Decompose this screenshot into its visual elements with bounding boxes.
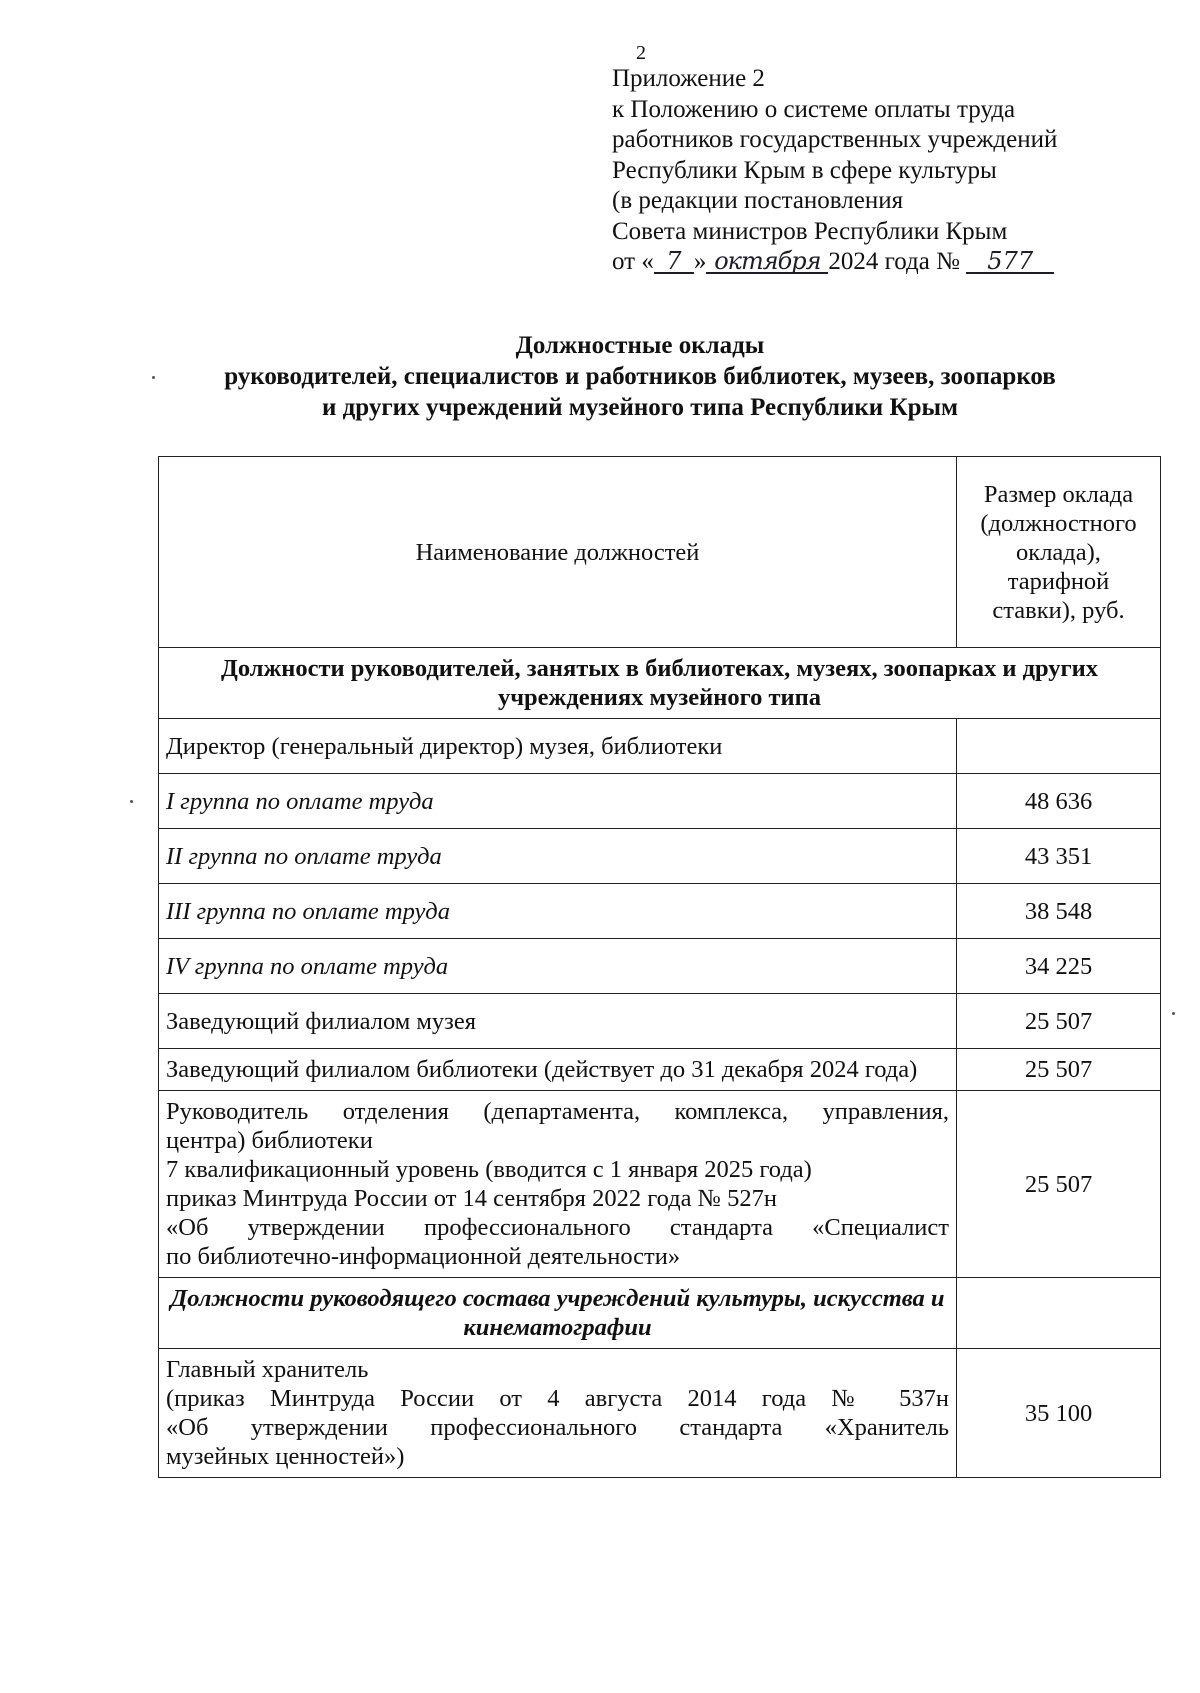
- scan-speck: [1172, 1012, 1175, 1015]
- handwritten-day: 7: [654, 250, 694, 274]
- scan-speck: [130, 800, 133, 803]
- cell-line: по библиотечно-информационной деятельности»: [166, 1243, 681, 1270]
- date-mid: »: [693, 248, 707, 275]
- cell-line: (приказ Минтруда России от 4 августа 2014 года № 537н: [166, 1385, 949, 1412]
- appendix-block: [612, 64, 1057, 278]
- salary-value: [957, 719, 1161, 774]
- appendix-line: Совета министров Республики Крым: [612, 217, 1008, 245]
- position-name: IV группа по оплате труда: [159, 939, 957, 994]
- table-row: [159, 884, 1161, 939]
- table-row: [159, 1049, 1161, 1091]
- title-line: и других учреждений музейного типа Республики Крым: [321, 394, 959, 421]
- cell-line: приказ Минтруда России от 14 сентября 2022 года № 527н: [166, 1185, 778, 1212]
- page-number: 2: [636, 42, 646, 64]
- cell-line: 7 квалификационный уровень (вводится с 1 января 2025 года): [166, 1156, 812, 1183]
- handwritten-month: октября: [706, 250, 828, 274]
- appendix-date-line: [612, 247, 1057, 278]
- scan-speck: [152, 376, 155, 379]
- position-name-multiline: [159, 1349, 957, 1478]
- date-prefix: от «: [612, 248, 654, 275]
- appendix-line: работников государственных учреждений: [612, 126, 1058, 153]
- salary-value: 25 507: [957, 994, 1161, 1049]
- appendix-line: Приложение 2: [612, 65, 765, 92]
- salary-value: 35 100: [957, 1349, 1161, 1478]
- table-row: [159, 774, 1161, 829]
- section-heading-culture: Должности руководящего состава учреждений культуры, искусства и кинематографии: [159, 1278, 957, 1349]
- title-line: Должностные оклады: [515, 332, 765, 359]
- table-row: [159, 994, 1161, 1049]
- salary-value: 25 507: [957, 1049, 1161, 1091]
- title-line: руководителей, специалистов и работников библиотек, музеев, зоопарков: [224, 363, 1056, 390]
- table-row: [159, 1091, 1161, 1278]
- salary-value: 25 507: [957, 1091, 1161, 1278]
- salary-value: 34 225: [957, 939, 1161, 994]
- position-name: Директор (генеральный директор) музея, библиотеки: [159, 719, 957, 774]
- section-row: [159, 648, 1161, 719]
- section-heading-managers: Должности руководителей, занятых в библиотеках, музеях, зоопарках и других учреждениях музейного типа: [159, 648, 1161, 719]
- table-row: [159, 1349, 1161, 1478]
- header-name-cell: Наименование должностей: [159, 457, 957, 648]
- position-name: Заведующий филиалом библиотеки (действует до 31 декабря 2024 года): [159, 1049, 957, 1091]
- appendix-line: (в редакции постановления: [612, 187, 904, 214]
- cell-line: «Об утверждении профессионального стандарта «Хранитель: [166, 1414, 949, 1441]
- table-row: [159, 939, 1161, 994]
- cell-line: Руководитель отделения (департамента, комплекса, управления,: [166, 1098, 949, 1125]
- table-row: [159, 719, 1161, 774]
- position-name: III группа по оплате труда: [159, 884, 957, 939]
- appendix-line: к Положению о системе оплаты труда: [612, 95, 1016, 123]
- position-name: I группа по оплате труда: [159, 774, 957, 829]
- position-name: Заведующий филиалом музея: [159, 994, 957, 1049]
- appendix-line: Республики Крым в сфере культуры: [612, 156, 997, 184]
- date-year: 2024 года №: [828, 248, 960, 275]
- salary-value: 43 351: [957, 829, 1161, 884]
- document-title: [100, 330, 1180, 423]
- cell-line: центра) библиотеки: [166, 1127, 373, 1154]
- handwritten-number: 577: [966, 250, 1054, 274]
- position-name-multiline: [159, 1091, 957, 1278]
- position-name: II группа по оплате труда: [159, 829, 957, 884]
- salary-value: 48 636: [957, 774, 1161, 829]
- salary-table: [158, 456, 1161, 1478]
- empty-cell: [957, 1278, 1161, 1349]
- table-row: [159, 829, 1161, 884]
- table-header-row: [159, 457, 1161, 648]
- section-row: [159, 1278, 1161, 1349]
- salary-value: 38 548: [957, 884, 1161, 939]
- cell-line: музейных ценностей»): [166, 1443, 405, 1470]
- header-value-cell: Размер оклада (должностного оклада), тарифной ставки), руб.: [957, 457, 1161, 648]
- cell-line: Главный хранитель: [166, 1356, 369, 1383]
- cell-line: «Об утверждении профессионального стандарта «Специалист: [166, 1214, 949, 1241]
